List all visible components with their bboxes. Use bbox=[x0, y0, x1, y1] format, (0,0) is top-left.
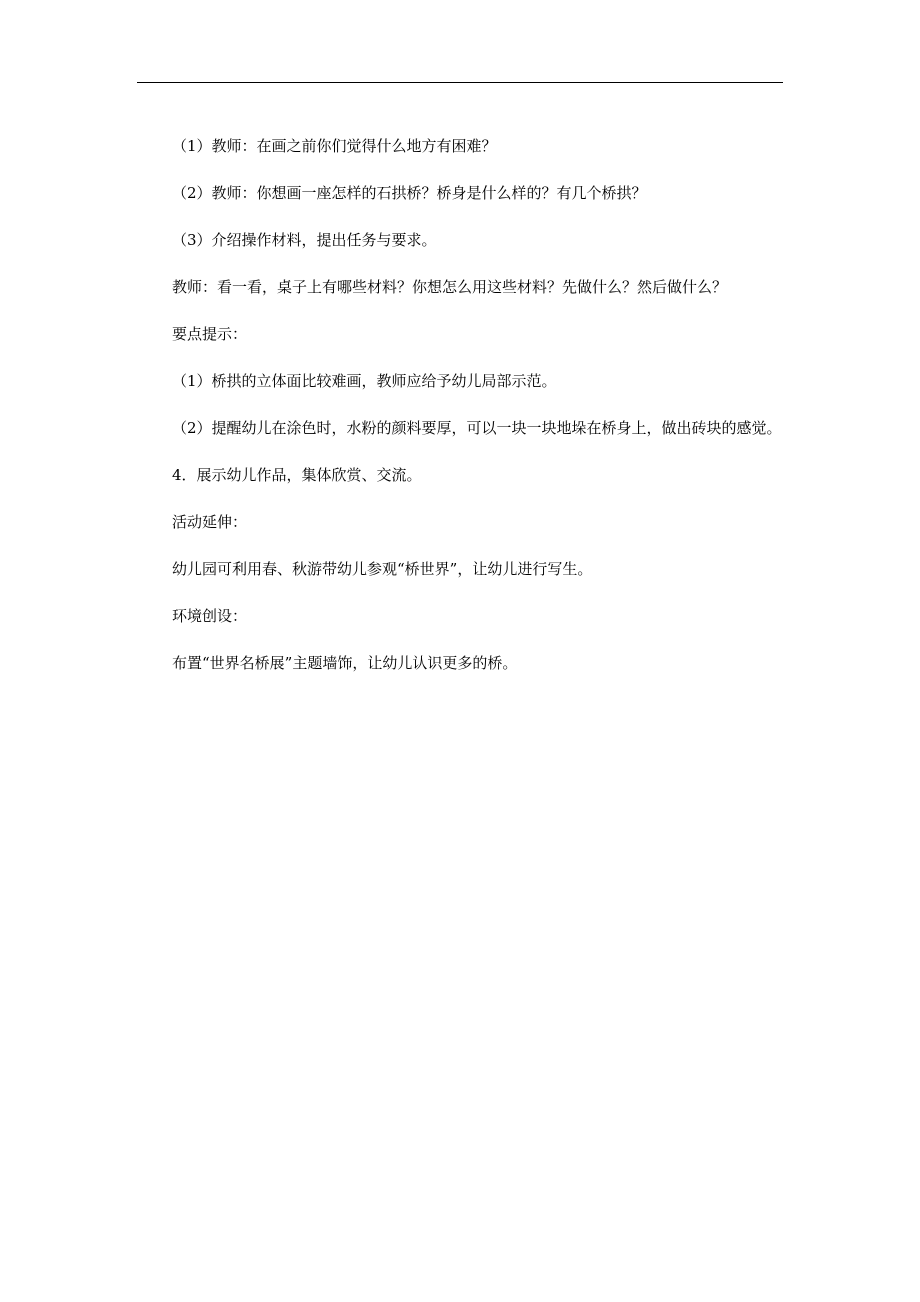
paragraph-environment-text: 布置“世界名桥展”主题墙饰，让幼儿认识更多的桥。 bbox=[172, 654, 518, 672]
paragraph-key-points-heading: 要点提示： bbox=[172, 325, 248, 343]
paragraph-key-point-2: （2）提醒幼儿在涂色时，水粉的颜料要厚，可以一块一块地垛在桥身上，做出砖块的感觉。 bbox=[172, 419, 782, 437]
paragraph-extension-text: 幼儿园可利用春、秋游带幼儿参观“桥世界”，让幼儿进行写生。 bbox=[172, 560, 593, 578]
paragraph-environment-heading: 环境创设： bbox=[172, 607, 248, 625]
paragraph-key-point-1: （1）桥拱的立体面比较难画，教师应给予幼儿局部示范。 bbox=[172, 372, 557, 390]
paragraph-teacher-question-bridge: （2）教师：你想画一座怎样的石拱桥？桥身是什么样的？有几个桥拱？ bbox=[172, 184, 647, 202]
paragraph-teacher-look-materials: 教师：看一看，桌子上有哪些材料？你想怎么用这些材料？先做什么？然后做什么？ bbox=[172, 278, 728, 296]
paragraph-introduce-materials: （3）介绍操作材料，提出任务与要求。 bbox=[172, 231, 437, 249]
document-body bbox=[172, 134, 788, 698]
header-rule bbox=[137, 82, 783, 83]
paragraph-display-works: 4．展示幼儿作品，集体欣赏、交流。 bbox=[172, 466, 422, 484]
paragraph-extension-heading: 活动延伸： bbox=[172, 513, 248, 531]
paragraph-teacher-question-difficulty: （1）教师：在画之前你们觉得什么地方有困难？ bbox=[172, 137, 497, 155]
